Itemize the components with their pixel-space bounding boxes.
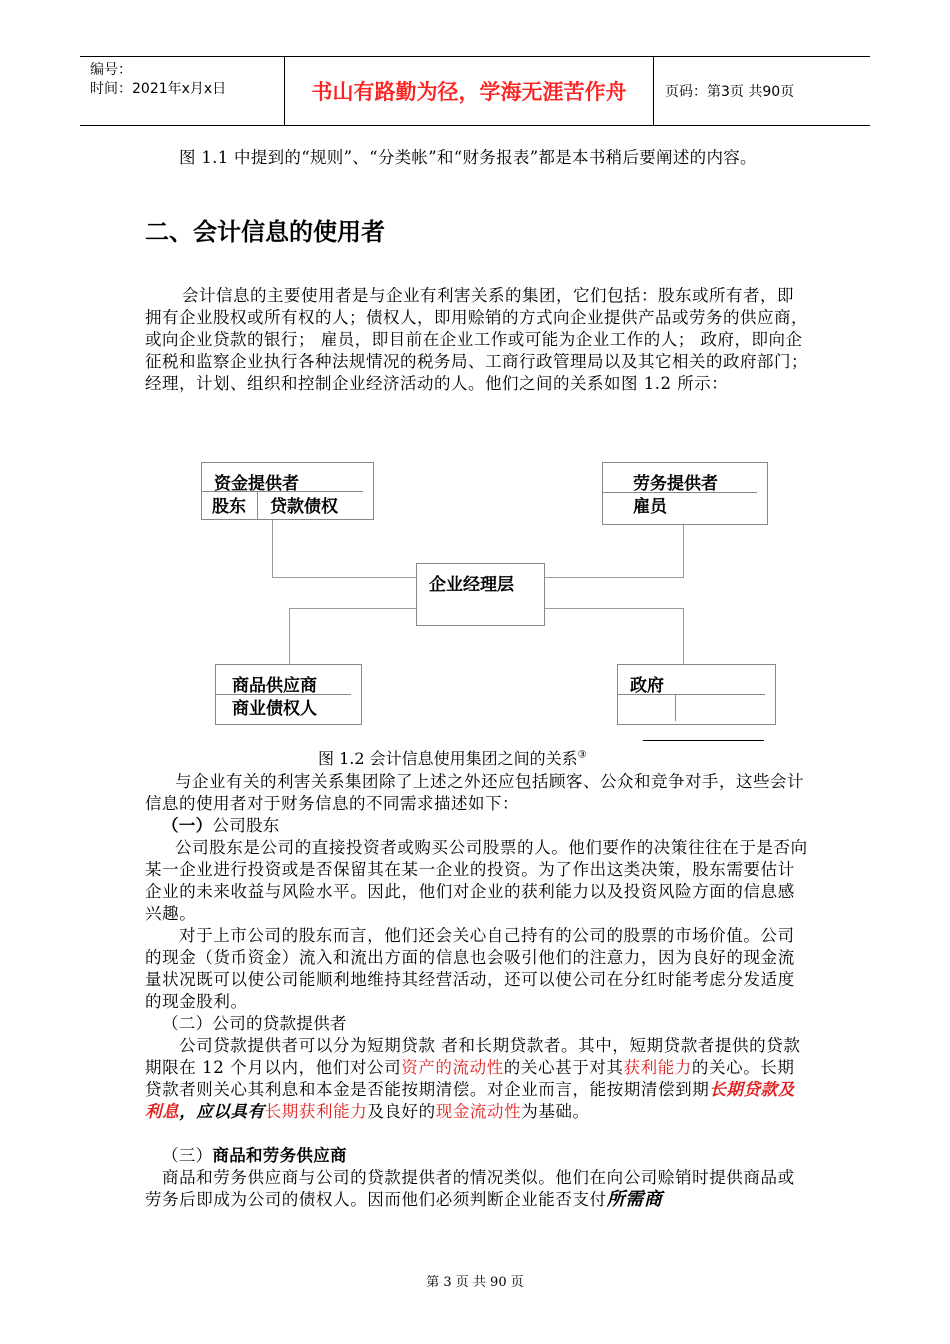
goods-supplier-title: 商品供应商 [232, 676, 317, 696]
lenders-text: ，应以具有 [179, 1102, 265, 1121]
connector-line [289, 608, 290, 665]
connector-line [272, 577, 417, 578]
page-info: 页码：第3页 共90页 [665, 84, 795, 100]
connector-line [683, 608, 684, 664]
goods-supplier-box [215, 664, 362, 725]
lenders-text: 的关心。长期贷款者则关心其利息和本金是否能按期清偿。对企业而言，能按期清偿到期 [145, 1058, 795, 1099]
shareholder-paragraph-1: 公司股东是公司的直接投资者或购买公司股票的人。他们要作的决策往往在于是否向某一企业进行投资或是否保留其在某一企业的投资。为了作出这类决策，股东需要估计企业的未来收益与风险水平。因此，他们对企业的获利能力以及投资风险方面的信息感兴趣。 [145, 838, 808, 923]
labor-provider-title: 劳务提供者 [633, 474, 718, 494]
connector-line [289, 608, 417, 609]
other-groups-paragraph: 与企业有关的利害关系集团除了上述之外还应包括顾客、公众和竞争对手，这些会计信息的使用者对于财务信息的不同需求描述如下： [145, 772, 804, 813]
connector-line [544, 608, 683, 609]
lenders-paragraph [145, 1035, 810, 1123]
labor-provider-box [602, 462, 768, 525]
connector-line [544, 577, 684, 578]
highlight-long-term-loan: 长期贷款及利息 [145, 1080, 795, 1121]
capital-provider-box [201, 462, 374, 520]
document-header [80, 56, 870, 126]
capital-provider-title: 资金提供者 [214, 474, 299, 494]
caption-text: 图 1.2 会计信息使用集团之间的关系 [318, 749, 578, 768]
heading-suppliers-text: 商品和劳务供应商 [212, 1146, 347, 1165]
intro-paragraph: 图 1.1 中提到的“规则”、“分类帐”和“财务报表”都是本书稍后要阐述的内容。 [179, 148, 757, 167]
header-motto: 书山有路勤为径，学海无涯苦作舟 [311, 80, 627, 104]
figure-caption [318, 746, 587, 769]
highlight-liquidity: 资产的流动性 [401, 1058, 504, 1077]
highlight-cash-flow: 现金流动性 [435, 1102, 522, 1121]
government-title: 政府 [630, 676, 664, 696]
section-title: 二、会计信息的使用者 [145, 218, 385, 246]
highlight-long-term-profitability: 长期获利能力 [264, 1102, 368, 1121]
lenders-text: 为基础。 [521, 1102, 590, 1121]
users-paragraph: 会计信息的主要使用者是与企业有利害关系的集团，它们包括：股东或所有者，即拥有企业股权或所有权的人；债权人，即用赊销的方式向企业提供产品或劳务的供应商，或向企业贷款的银行； 雇员，即目前在企业工作或可能为企业工作的人； 政府，即向企征税和监察企业执行各种法规情况的税务局、工商行政管理局以及其它相关的政府部门；经理，计划、组织和控制企业经济活动的人。他们之间的关系如图 1.2 所示： [145, 286, 808, 393]
capital-sub-creditor: 贷款债权 [270, 497, 338, 517]
heading-lenders: （二）公司的贷款提供者 [162, 1014, 347, 1033]
shareholder-paragraph-2: 对于上市公司的股东而言，他们还会关心自己持有的公司的股票的市场价值。公司的现金（货币资金）流入和流出方面的信息也会吸引他们的注意力，因为良好的现金流量状况既可以使公司能顺利地维持其经营活动，还可以使公司在分红时能考虑分发适度的现金股利。 [145, 926, 795, 1011]
government-box [617, 664, 776, 725]
time-label: 时间：2021年x月x日 [90, 81, 227, 97]
suppliers-emphasis: 所需商 [606, 1189, 663, 1210]
highlight-profitability: 获利能力 [623, 1058, 692, 1077]
caption-note: ③ [577, 749, 587, 761]
lenders-text: 公司贷款提供者可以分为短期贷款 者和长期贷款者。其中，短期贷款者提供的贷款期限在 12 个月以内，他们对公司 [145, 1036, 801, 1077]
labor-sub-employee: 雇员 [633, 497, 667, 517]
header-divider [653, 57, 654, 125]
heading-suppliers [162, 1145, 827, 1167]
number-label: 编号： [90, 62, 132, 78]
page-footer: 第 3 页 共 90 页 [426, 1275, 524, 1290]
connector-line [683, 525, 684, 577]
heading-shareholders-number: （一） [162, 816, 213, 835]
header-left [90, 61, 226, 99]
heading-shareholders-text: 公司股东 [212, 816, 280, 835]
goods-sub-creditor: 商业债权人 [232, 699, 317, 719]
heading-shareholders [162, 815, 827, 837]
lenders-text: 的关心甚于对其 [503, 1058, 624, 1077]
capital-sub-shareholder: 股东 [212, 497, 246, 517]
manager-box [416, 563, 545, 626]
manager-title: 企业经理层 [429, 575, 514, 595]
suppliers-paragraph [145, 1167, 810, 1211]
box-divider [675, 694, 676, 721]
connector-line [272, 519, 273, 577]
box-divider [257, 491, 258, 520]
heading-suppliers-number: （三） [162, 1146, 213, 1165]
suppliers-text: 商品和劳务供应商与公司的贷款提供者的情况类似。他们在向公司赊销时提供商品或劳务后即成为公司的债权人。因而他们必须判断企业能否支付 [145, 1168, 795, 1209]
lenders-text: 及良好的 [367, 1102, 436, 1121]
caption-rule [643, 740, 764, 741]
